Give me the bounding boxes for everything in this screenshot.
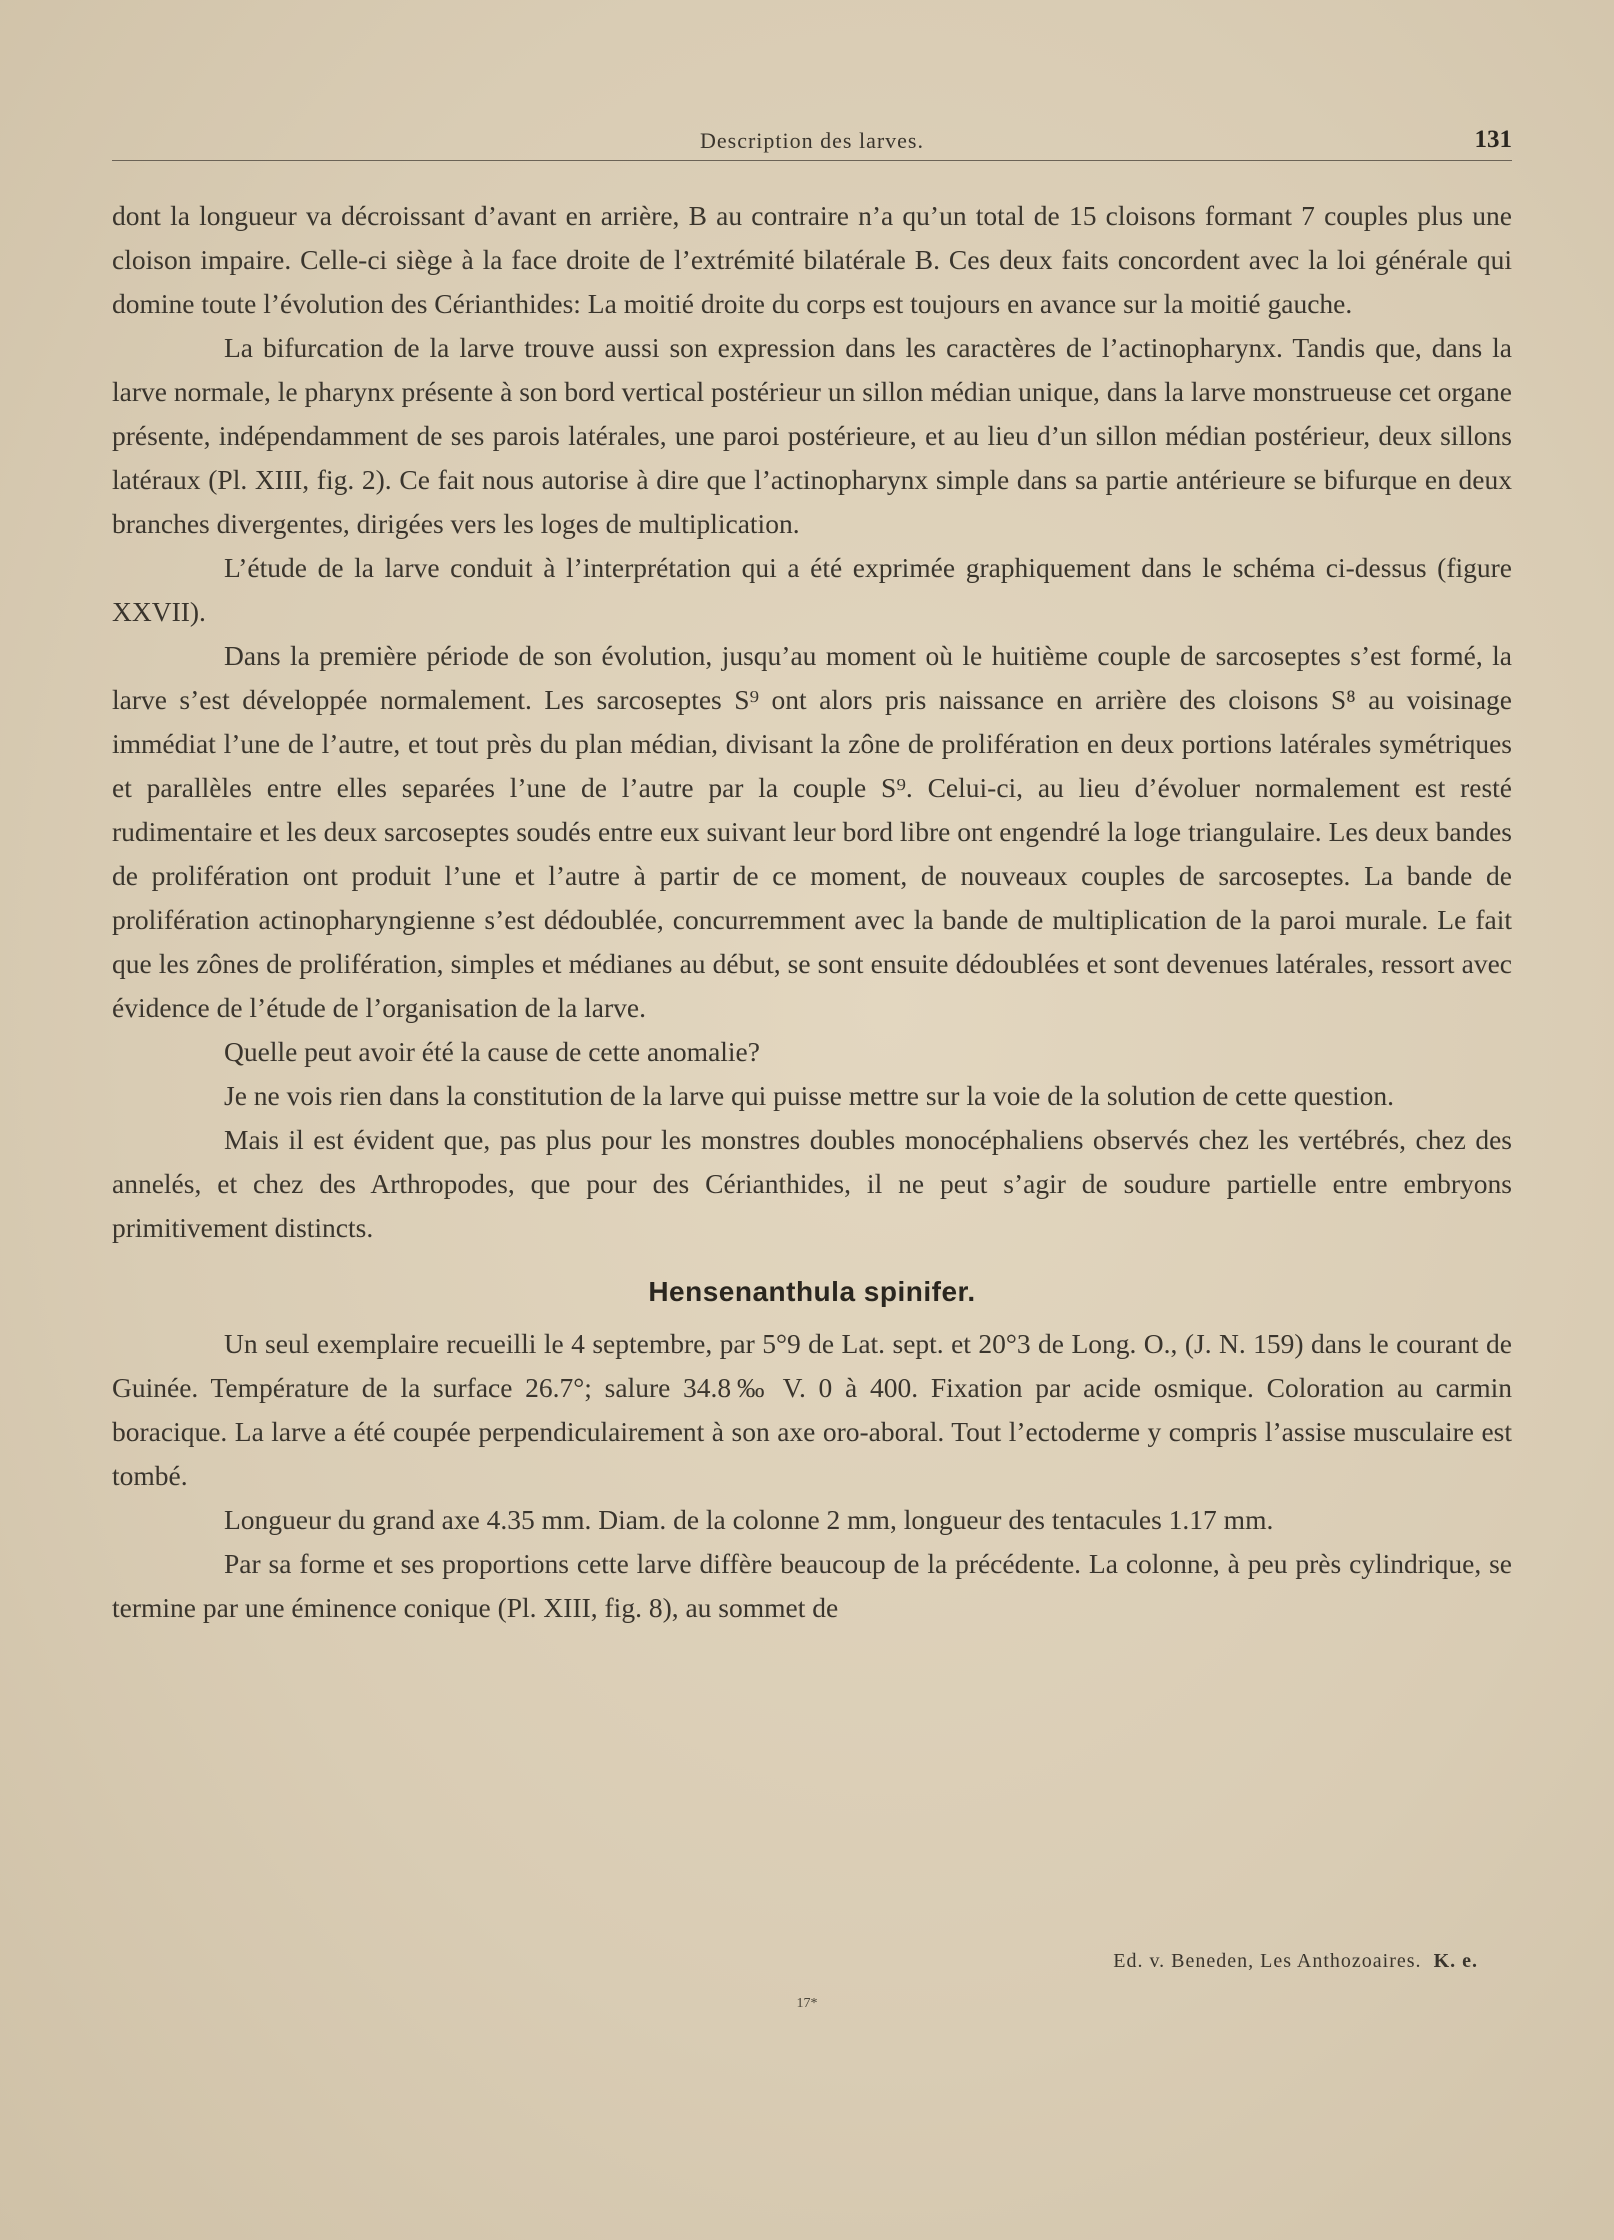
paragraph-5: Quelle peut avoir été la cause de cette anomalie? bbox=[224, 1036, 760, 1067]
section-paragraph-1: Un seul exemplaire recueilli le 4 septembre, par 5°9 de Lat. sept. et 20°3 de Long. O., (J. N. 159) dans le courant de Guinée. Température de la surface 26.7°; salure 34.8‰ V. 0 à 400. Fixation par acide osmique. Coloration au carmin boracique. La larve a été coupée perpendiculairement à son axe oro-aboral. Tout l’ectoderme y compris l’assise musculaire est tombé. bbox=[112, 1328, 1512, 1491]
signature-code: K. e. bbox=[1433, 1950, 1478, 1972]
paragraph-4: Dans la première période de son évolution, jusqu’au moment où le huitième couple de sarcoseptes s’est formé, la larve s’est développée normalement. Les sarcoseptes S⁹ ont alors pris naissance en arrière des cloisons S⁸ au voisinage immédiat l’une de l’autre, et tout près du plan médian, divisant la zône de prolifération en deux portions latérales symétriques et parallèles entre elles separées l’une de l’autre par la couple S⁹. Celui-ci, au lieu d’évoluer normalement est resté rudimentaire et les deux sarcoseptes soudés entre eux suivant leur bord libre ont engendré la loge triangulaire. Les deux bandes de prolifération ont produit l’une et l’autre à partir de ce moment, de nouveaux couples de sarcoseptes. La bande de prolifération actinopharyngienne s’est dédoublée, concurremment avec la bande de multiplication de la paroi murale. Le fait que les zônes de prolifération, simples et médianes au début, se sont ensuite dédoublées et sont devenues latérales, ressort avec évidence de l’étude de l’organisation de la larve. bbox=[112, 640, 1512, 1023]
paragraph-6: Je ne vois rien dans la constitution de la larve qui puisse mettre sur la voie de la solution de cette question. bbox=[224, 1080, 1394, 1111]
section-paragraph-2: Longueur du grand axe 4.35 mm. Diam. de la colonne 2 mm, longueur des tentacules 1.17 mm. bbox=[224, 1504, 1274, 1535]
section-heading: Hensenanthula spinifer. bbox=[648, 1276, 976, 1307]
paragraph-1: dont la longueur va décroissant d’avant en arrière, B au contraire n’a qu’un total de 15 cloisons formant 7 couples plus une cloison impaire. Celle-ci siège à la face droite de l’extrémité bilatérale B. Ces deux faits concordent avec la loi générale qui domine toute l’évolution des Cérianthides: La moitié droite du corps est toujours en avance sur la moitié gauche. bbox=[112, 200, 1512, 319]
paragraph-2: La bifurcation de la larve trouve aussi son expression dans les caractères de l’actinopharynx. Tandis que, dans la larve normale, le pharynx présente à son bord vertical postérieur un sillon médian unique, dans la larve monstrueuse cet organe présente, indépendamment de ses parois latérales, une paroi postérieure, et au lieu d’un sillon médian postérieur, deux sillons latéraux (Pl. XIII, fig. 2). Ce fait nous autorise à dire que l’actinopharynx simple dans sa partie antérieure se bifurque en deux branches divergentes, dirigées vers les loges de multiplication. bbox=[112, 332, 1512, 539]
running-title: Description des larves. bbox=[700, 128, 924, 153]
paragraph-3: L’étude de la larve conduit à l’interprétation qui a été exprimée graphiquement dans le schéma ci-dessus (figure XXVII). bbox=[112, 552, 1512, 627]
body-text bbox=[112, 194, 1512, 1630]
running-header bbox=[112, 126, 1512, 161]
section-paragraph-3: Par sa forme et ses proportions cette larve diffère beaucoup de la précédente. La colonne, à peu près cylindrique, se termine par une éminence conique (Pl. XIII, fig. 8), au sommet de bbox=[112, 1548, 1512, 1623]
paragraph-7: Mais il est évident que, pas plus pour les monstres doubles monocéphaliens observés chez les vertébrés, chez des annelés, et chez des Arthropodes, que pour des Cérianthides, il ne peut s’agir de soudure partielle entre embryons primitivement distincts. bbox=[112, 1124, 1512, 1243]
sheet-mark: 17* bbox=[796, 1996, 818, 2011]
footer-signature bbox=[0, 1950, 1478, 1973]
signature-text: Ed. v. Beneden, Les Anthozoaires. bbox=[1113, 1950, 1422, 1972]
page-number: 131 bbox=[1474, 126, 1512, 153]
